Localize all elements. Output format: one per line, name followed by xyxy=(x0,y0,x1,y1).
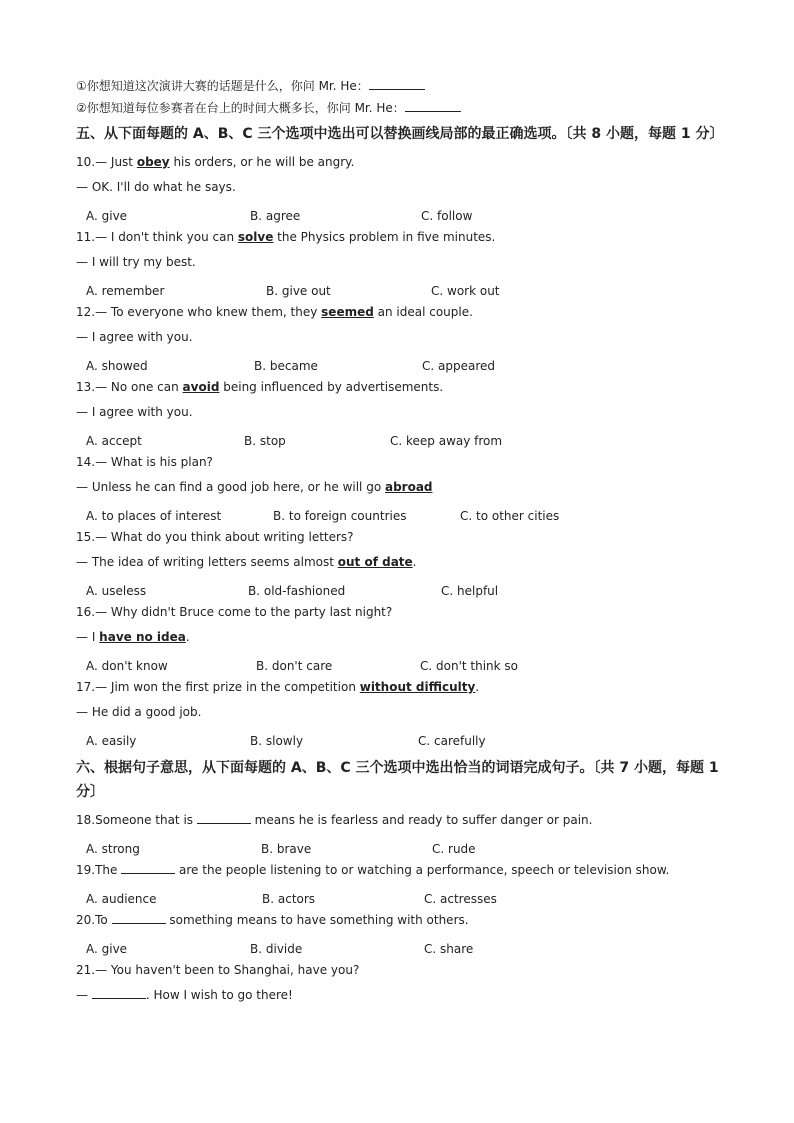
answer-blank[interactable] xyxy=(405,100,461,112)
options xyxy=(76,887,736,912)
answer-blank[interactable] xyxy=(369,78,425,90)
option-a[interactable]: A. don't know xyxy=(86,659,168,673)
question-stem: 12.— To everyone who knew them, they seemed an ideal couple. xyxy=(76,305,473,319)
question-reply: — The idea of writing letters seems almost out of date. xyxy=(76,555,417,569)
answer-blank[interactable] xyxy=(92,987,146,999)
option-c[interactable]: C. helpful xyxy=(441,584,499,598)
options xyxy=(76,579,736,604)
question-19 xyxy=(76,862,736,912)
question-stem: 21.— You haven't been to Shanghai, have you? xyxy=(76,963,360,977)
question-15 xyxy=(76,529,736,604)
options xyxy=(76,937,736,962)
intro-question-2 xyxy=(76,100,736,116)
question-12 xyxy=(76,304,736,379)
options xyxy=(76,354,736,379)
exam-page xyxy=(76,78,736,1012)
option-b[interactable]: B. stop xyxy=(244,434,286,448)
option-c[interactable]: C. follow xyxy=(421,209,473,223)
answer-blank[interactable] xyxy=(112,912,166,924)
option-a[interactable]: A. useless xyxy=(86,584,147,598)
option-b[interactable]: B. don't care xyxy=(256,659,333,673)
underlined-word: obey xyxy=(136,155,170,169)
question-reply: — . How I wish to go there! xyxy=(76,988,293,1002)
question-21 xyxy=(76,962,736,1012)
question-14 xyxy=(76,454,736,529)
option-c[interactable]: C. rude xyxy=(432,842,476,856)
question-stem: 19.The are the people listening to or watching a performance, speech or television show. xyxy=(76,863,670,877)
option-b[interactable]: B. agree xyxy=(250,209,301,223)
intro-question-1-text: ①你想知道这次演讲大赛的话题是什么，你问 Mr. He： xyxy=(76,79,369,93)
question-stem: 20.To something means to have something with others. xyxy=(76,913,469,927)
option-a[interactable]: A. showed xyxy=(86,359,148,373)
option-b[interactable]: B. give out xyxy=(266,284,331,298)
question-11 xyxy=(76,229,736,304)
question-stem: 17.— Jim won the first prize in the competition without difficulty. xyxy=(76,680,480,694)
question-13 xyxy=(76,379,736,454)
option-b[interactable]: B. divide xyxy=(250,942,303,956)
option-b[interactable]: B. to foreign countries xyxy=(273,509,407,523)
answer-blank[interactable] xyxy=(197,812,251,824)
options xyxy=(76,729,736,754)
option-a[interactable]: A. easily xyxy=(86,734,137,748)
option-c[interactable]: C. carefully xyxy=(418,734,486,748)
option-a[interactable]: A. strong xyxy=(86,842,140,856)
question-stem: 13.— No one can avoid being influenced by advertisements. xyxy=(76,380,444,394)
question-reply: — I agree with you. xyxy=(76,405,193,419)
question-stem: 16.— Why didn't Bruce come to the party last night? xyxy=(76,605,393,619)
options xyxy=(76,279,736,304)
options xyxy=(76,837,736,862)
underlined-word: seemed xyxy=(321,305,374,319)
options xyxy=(76,654,736,679)
underlined-word: abroad xyxy=(384,480,433,494)
question-stem: 10.— Just obey his orders, or he will be angry. xyxy=(76,155,355,169)
options xyxy=(76,204,736,229)
option-b[interactable]: B. actors xyxy=(262,892,316,906)
question-stem: 15.— What do you think about writing letters? xyxy=(76,530,354,544)
answer-blank[interactable] xyxy=(121,862,175,874)
underlined-word: solve xyxy=(237,230,274,244)
underlined-word: out of date xyxy=(337,555,413,569)
intro-question-1 xyxy=(76,78,736,94)
option-c[interactable]: C. don't think so xyxy=(420,659,518,673)
underlined-word: have no idea xyxy=(99,630,186,644)
option-b[interactable]: B. slowly xyxy=(250,734,304,748)
question-20 xyxy=(76,912,736,962)
section-5-title: 五、从下面每题的 A、B、C 三个选项中选出可以替换画线局部的最正确选项。〔共 8 小题，每题 1 分〕 xyxy=(76,126,724,142)
option-b[interactable]: B. became xyxy=(254,359,318,373)
question-stem: 18.Someone that is means he is fearless and ready to suffer danger or pain. xyxy=(76,813,593,827)
option-a[interactable]: A. audience xyxy=(86,892,157,906)
question-stem: 14.— What is his plan? xyxy=(76,455,213,469)
question-reply: — OK. I'll do what he says. xyxy=(76,180,236,194)
option-c[interactable]: C. appeared xyxy=(422,359,496,373)
question-reply: — I will try my best. xyxy=(76,255,196,269)
option-a[interactable]: A. accept xyxy=(86,434,142,448)
option-b[interactable]: B. old-fashioned xyxy=(248,584,346,598)
question-17 xyxy=(76,679,736,754)
option-a[interactable]: A. to places of interest xyxy=(86,509,222,523)
section-6-title: 六、根据句子意思，从下面每题的 A、B、C 三个选项中选出恰当的词语完成句子。〔共 7 小题，每题 1 分〕 xyxy=(76,760,719,800)
question-16 xyxy=(76,604,736,679)
option-c[interactable]: C. keep away from xyxy=(390,434,503,448)
option-a[interactable]: A. give xyxy=(86,209,128,223)
question-reply: — I have no idea. xyxy=(76,630,190,644)
question-18 xyxy=(76,812,736,862)
intro-question-2-text: ②你想知道每位参赛者在台上的时间大概多长，你问 Mr. He： xyxy=(76,101,405,115)
underlined-word: avoid xyxy=(182,380,220,394)
options xyxy=(76,429,736,454)
question-reply: — He did a good job. xyxy=(76,705,202,719)
option-c[interactable]: C. share xyxy=(424,942,474,956)
underlined-word: without difficulty xyxy=(359,680,476,694)
question-10 xyxy=(76,154,736,229)
option-c[interactable]: C. work out xyxy=(431,284,500,298)
options xyxy=(76,504,736,529)
question-stem: 11.— I don't think you can solve the Physics problem in five minutes. xyxy=(76,230,496,244)
option-c[interactable]: C. actresses xyxy=(424,892,497,906)
option-a[interactable]: A. give xyxy=(86,942,128,956)
option-b[interactable]: B. brave xyxy=(261,842,312,856)
question-reply: — I agree with you. xyxy=(76,330,193,344)
option-a[interactable]: A. remember xyxy=(86,284,165,298)
question-reply: — Unless he can find a good job here, or he will go abroad xyxy=(76,480,433,494)
option-c[interactable]: C. to other cities xyxy=(460,509,560,523)
